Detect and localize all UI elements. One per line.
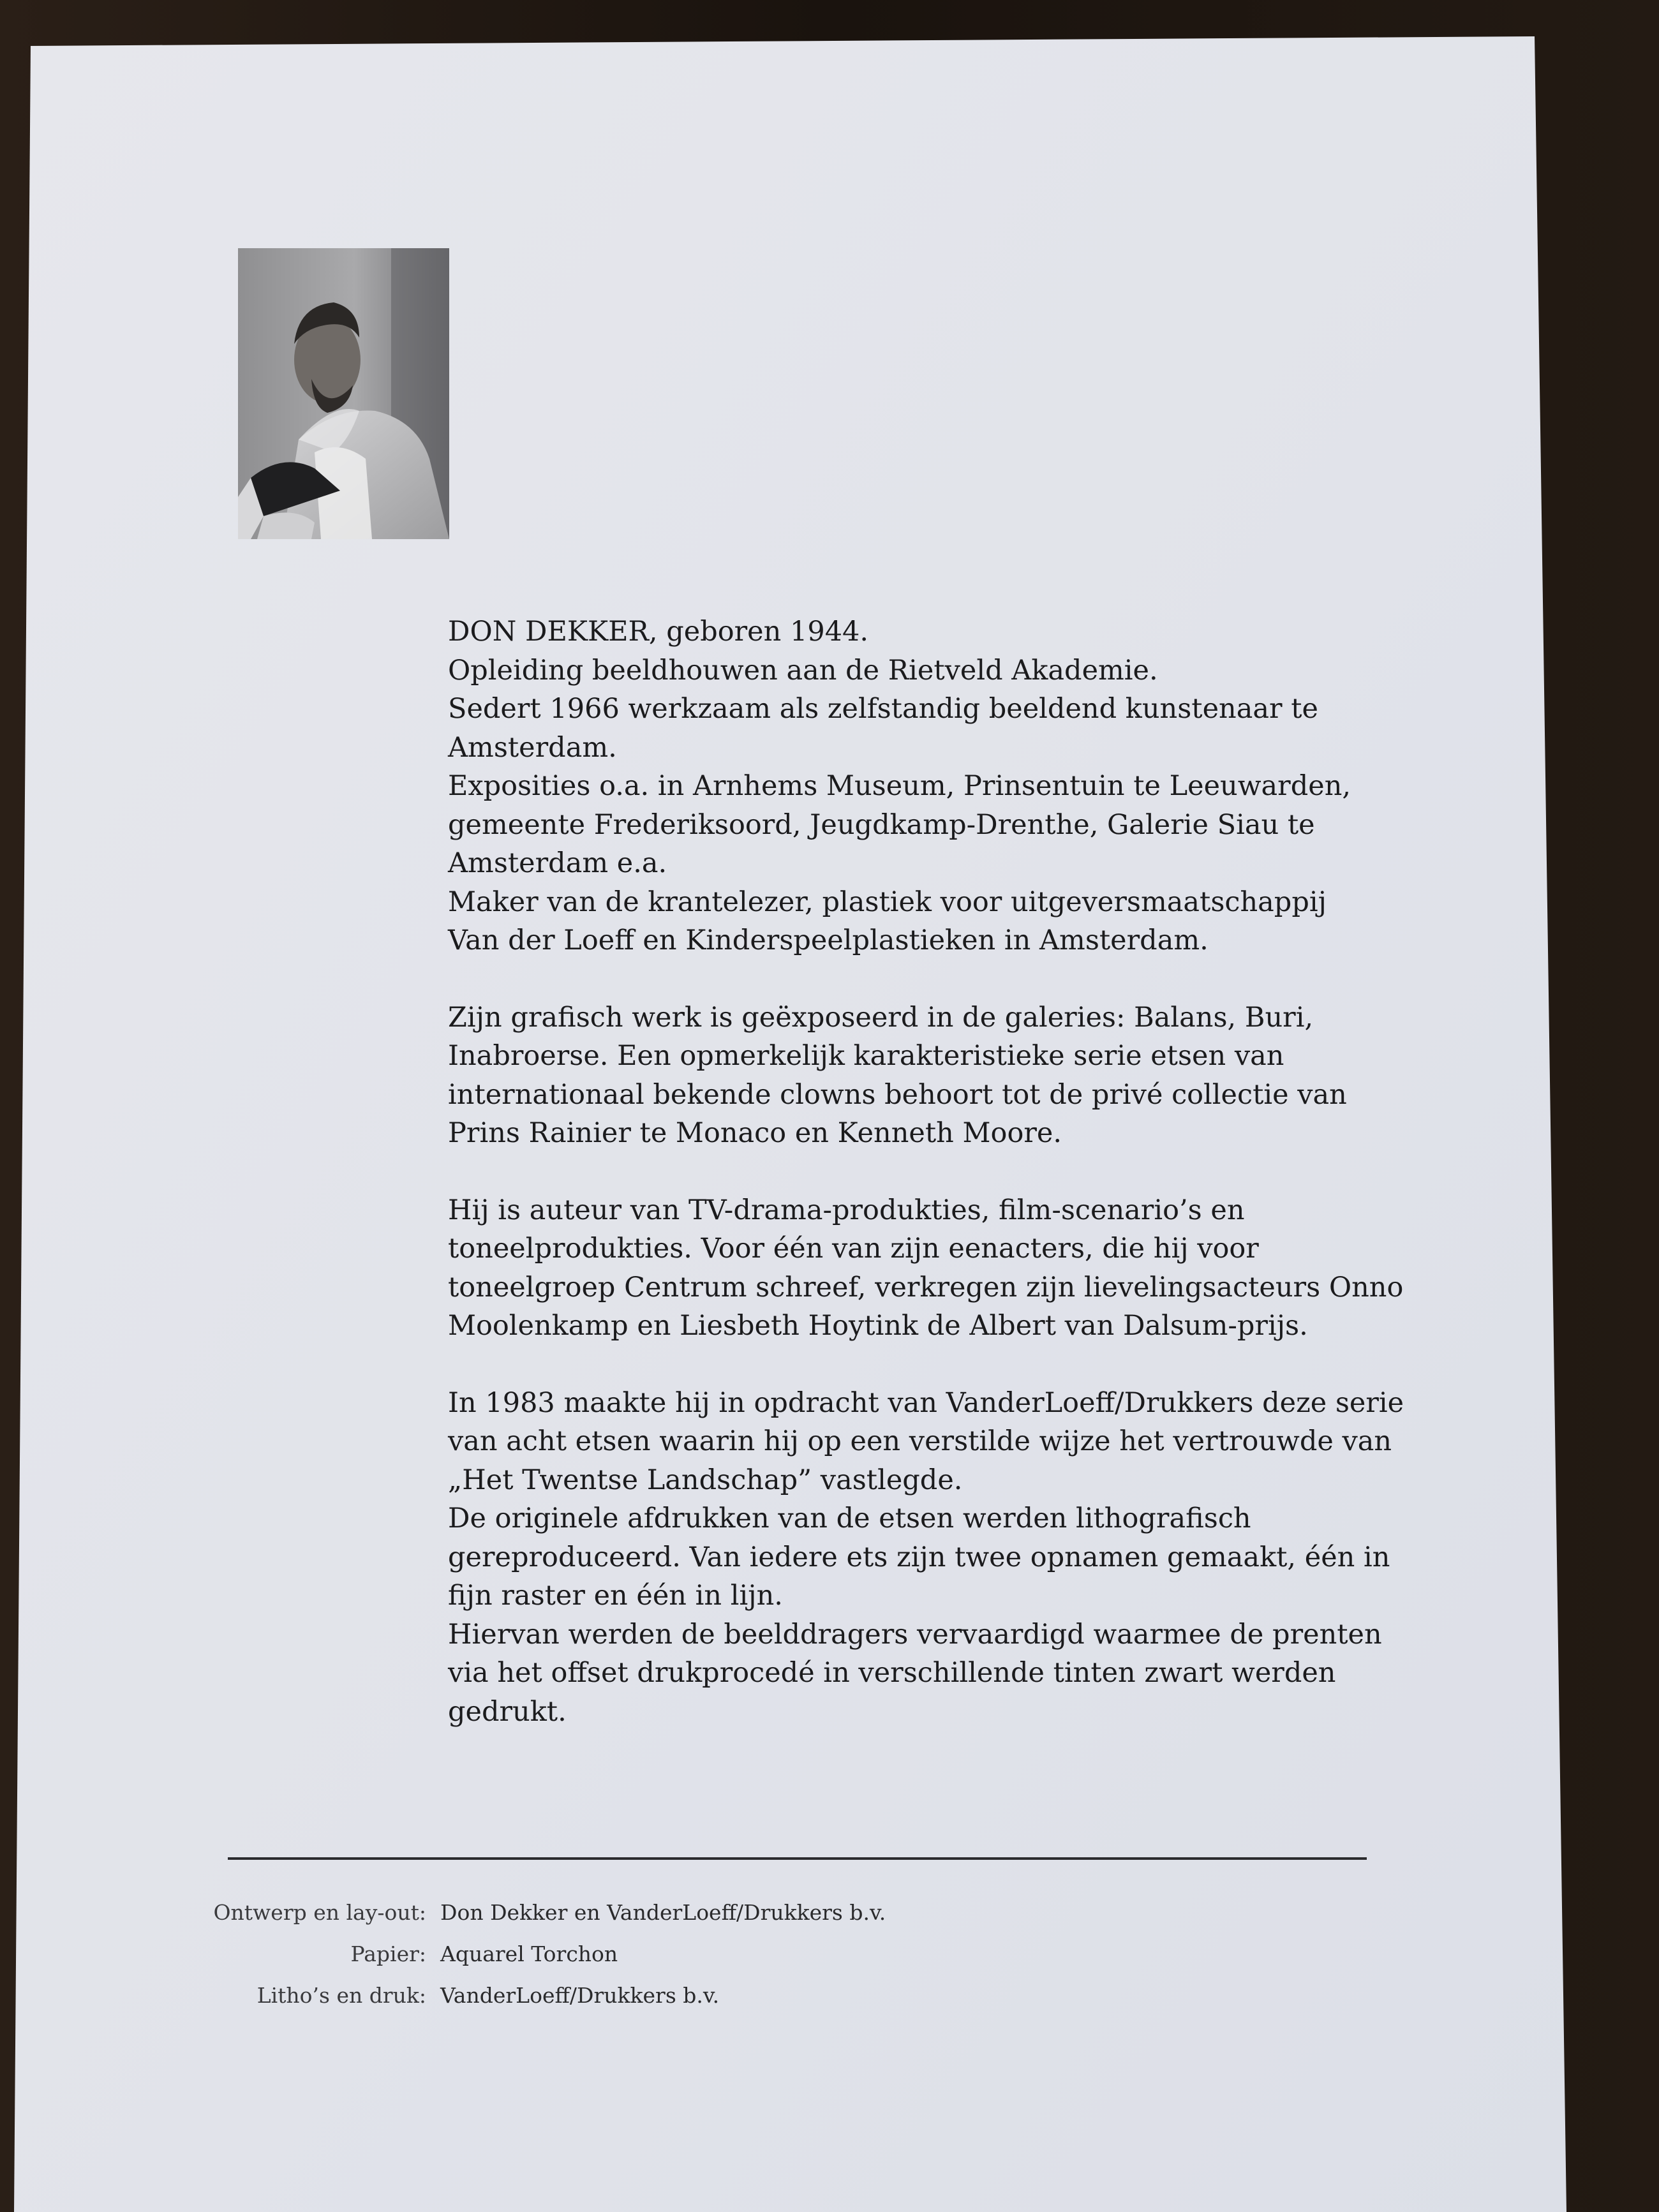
bio-line: Moolenkamp en Liesbeth Hoytink de Albert van Dalsum-prijs.	[448, 1310, 1308, 1342]
bio-line: Van der Loeff en Kinderspeelplastieken in Amsterdam.	[448, 924, 1209, 956]
bio-line: Opleiding beeldhouwen aan de Rietveld Akademie.	[448, 654, 1158, 687]
divider-rule	[228, 1857, 1367, 1860]
bio-line: Amsterdam e.a.	[448, 847, 667, 879]
bio-line: De originele afdrukken van de etsen werden lithografisch	[448, 1503, 1251, 1534]
bio-line: gedrukt.	[448, 1695, 567, 1728]
credit-row-paper	[211, 1941, 886, 1983]
bio-line: toneelgroep Centrum schreef, verkregen zijn lievelingsacteurs Onno	[448, 1271, 1404, 1303]
bio-line: gereproduceerd. Van iedere ets zijn twee opnamen gemaakt, één in	[448, 1541, 1390, 1573]
bio-line: fijn raster en één in lijn.	[448, 1580, 783, 1612]
bio-line: Hij is auteur van TV-drama-produkties, film-scenario’s en	[448, 1194, 1245, 1226]
bio-paragraph-intro	[448, 612, 1392, 960]
bio-line: toneelprodukties. Voor één van zijn eenacters, die hij voor	[448, 1233, 1259, 1265]
bio-line: Hiervan werden de beelddragers vervaardigd waarmee de prenten	[448, 1618, 1382, 1651]
bio-line: In 1983 maakte hij in opdracht van VanderLoeff/Drukkers deze serie	[448, 1386, 1404, 1419]
bio-paragraph-drama	[448, 1191, 1404, 1346]
bio-line: „Het Twentse Landschap” vastlegde.	[448, 1464, 963, 1496]
credit-row-design	[211, 1900, 886, 1941]
bio-line: internationaal bekende clowns behoort tot de privé collectie van	[448, 1078, 1347, 1111]
bio-line: Zijn grafisch werk is geëxposeerd in de galeries: Balans, Buri,	[448, 1001, 1314, 1034]
credit-label: Ontwerp en lay-out:	[213, 1900, 426, 1925]
credit-label: Litho’s en druk:	[257, 1983, 426, 2008]
bio-line: Prins Rainier te Monaco en Kenneth Moore.	[448, 1117, 1062, 1149]
bio-line: Inabroerse. Een opmerkelijk karakteristieke serie etsen van	[448, 1040, 1284, 1072]
bio-line: Maker van de krantelezer, plastiek voor uitgeversmaatschappij	[448, 886, 1327, 918]
bio-line: via het offset drukprocedé in verschillende tinten zwart werden	[448, 1657, 1336, 1689]
bio-line: Amsterdam.	[448, 731, 617, 764]
biography-text	[448, 612, 1404, 1731]
credit-row-printing	[211, 1983, 886, 2024]
bio-paragraph-etchings	[448, 1384, 1404, 1732]
credit-value: VanderLoeff/Drukkers b.v.	[440, 1983, 720, 2008]
bio-line: Exposities o.a. in Arnhems Museum, Prinsentuin te Leeuwarden,	[448, 770, 1351, 802]
credit-value: Aquarel Torchon	[440, 1941, 618, 1966]
bio-line: van acht etsen waarin hij op een verstilde wijze het vertrouwde van	[448, 1425, 1392, 1457]
bio-paragraph-graphic-work	[448, 998, 1392, 1153]
credit-label: Papier:	[350, 1941, 426, 1966]
portrait-photo	[238, 248, 449, 539]
bio-line: DON DEKKER, geboren 1944.	[448, 616, 869, 648]
bio-line: gemeente Frederiksoord, Jeugdkamp-Drenthe, Galerie Siau te	[448, 808, 1315, 841]
bio-line: Sedert 1966 werkzaam als zelfstandig beeldend kunstenaar te	[448, 693, 1318, 725]
colophon-credits	[211, 1900, 886, 2024]
credit-value: Don Dekker en VanderLoeff/Drukkers b.v.	[440, 1900, 886, 1925]
